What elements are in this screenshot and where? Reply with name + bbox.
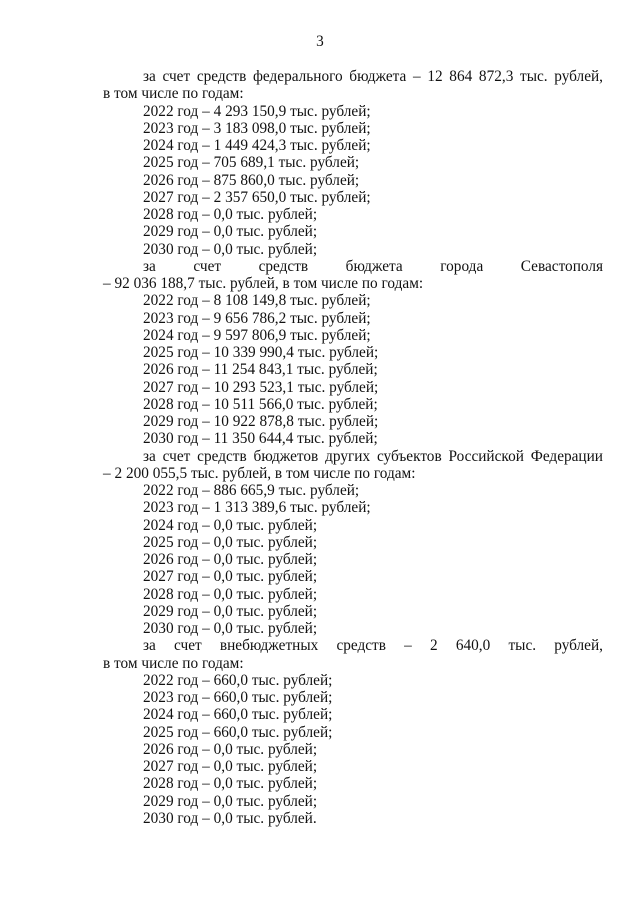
page-number: 3: [316, 33, 324, 50]
year-line: 2027 год – 0,0 тыс. рублей;: [143, 758, 318, 775]
year-line: 2023 год – 1 313 389,6 тыс. рублей;: [143, 499, 371, 517]
year-line: 2022 год – 886 665,9 тыс. рублей;: [143, 482, 360, 499]
year-line: 2030 год – 11 350 644,4 тыс. рублей;: [143, 430, 378, 448]
year-line: 2023 год – 660,0 тыс. рублей;: [143, 689, 333, 706]
year-line: 2022 год – 660,0 тыс. рублей;: [143, 671, 333, 689]
year-line: 2029 год – 0,0 тыс. рублей;: [143, 792, 318, 810]
year-line: 2026 год – 11 254 843,1 тыс. рублей;: [143, 361, 378, 379]
section-continuation: в том числе по годам:: [103, 654, 244, 672]
section-continuation: – 2 200 055,5 тыс. рублей, в том числе по годам:: [103, 464, 416, 482]
year-line: 2023 год – 9 656 786,2 тыс. рублей;: [143, 309, 371, 327]
year-line: 2024 год – 0,0 тыс. рублей;: [143, 516, 318, 534]
year-line: 2028 год – 10 511 566,0 тыс. рублей;: [143, 395, 378, 413]
year-line: 2028 год – 0,0 тыс. рублей;: [143, 206, 318, 223]
section-federal-budget: [103, 68, 603, 258]
year-line: 2029 год – 10 922 878,8 тыс. рублей;: [143, 413, 379, 430]
year-line: 2029 год – 0,0 тыс. рублей;: [143, 223, 318, 241]
section-continuation: – 92 036 188,7 тыс. рублей, в том числе по годам:: [103, 275, 424, 292]
year-line: 2028 год – 0,0 тыс. рублей;: [143, 585, 318, 603]
year-line: 2025 год – 10 339 990,4 тыс. рублей;: [143, 344, 379, 361]
year-line: 2023 год – 3 183 098,0 тыс. рублей;: [143, 119, 371, 137]
year-line: 2024 год – 9 597 806,9 тыс. рублей;: [143, 326, 371, 344]
year-line: 2024 год – 1 449 424,3 тыс. рублей;: [143, 137, 371, 154]
year-line: 2030 год – 0,0 тыс. рублей;: [143, 620, 318, 637]
year-line: 2027 год – 0,0 тыс. рублей;: [143, 568, 318, 586]
year-line: 2030 год – 0,0 тыс. рублей;: [143, 240, 318, 258]
year-line: 2025 год – 705 689,1 тыс. рублей;: [143, 154, 360, 172]
year-line: 2027 год – 10 293 523,1 тыс. рублей;: [143, 378, 379, 396]
year-line: 2022 год – 8 108 149,8 тыс. рублей;: [143, 292, 371, 310]
year-line: 2026 год – 875 860,0 тыс. рублей;: [143, 171, 360, 189]
section-lead: за счет средств бюджетов других субъектов Российской Федерации: [143, 447, 603, 465]
section-sevastopol-budget: [103, 258, 603, 448]
year-line: 2027 год – 2 357 650,0 тыс. рублей;: [143, 188, 371, 206]
section-continuation: в том числе по годам:: [103, 85, 244, 103]
section-lead: за счет средств бюджета города Севастополя: [143, 257, 603, 275]
year-line: 2024 год – 660,0 тыс. рублей;: [143, 706, 333, 724]
year-line: 2029 год – 0,0 тыс. рублей;: [143, 602, 318, 620]
year-line: 2026 год – 0,0 тыс. рублей;: [143, 551, 318, 568]
section-extra-budgetary-funds: [103, 637, 603, 827]
year-line: 2028 год – 0,0 тыс. рублей;: [143, 775, 318, 793]
year-line: 2026 год – 0,0 тыс. рублей;: [143, 740, 318, 758]
year-line: 2022 год – 4 293 150,9 тыс. рублей;: [143, 102, 371, 120]
year-line: 2025 год – 0,0 тыс. рублей;: [143, 533, 318, 551]
year-line: 2030 год – 0,0 тыс. рублей.: [143, 809, 317, 827]
section-other-subjects-budgets: [103, 448, 603, 638]
section-lead: за счет внебюджетных средств – 2 640,0 тыс. рублей,: [143, 637, 603, 655]
document-body: [103, 68, 603, 827]
section-lead: за счет средств федерального бюджета – 12 864 872,3 тыс. рублей,: [143, 68, 603, 85]
year-line: 2025 год – 660,0 тыс. рублей;: [143, 723, 333, 741]
